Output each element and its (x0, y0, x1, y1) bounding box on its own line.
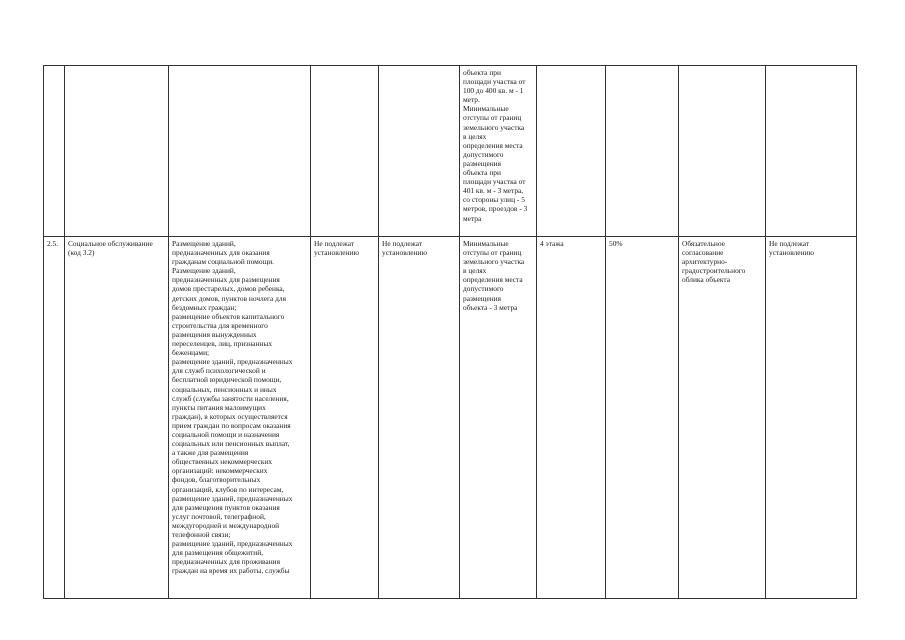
coverage-text: 50% (609, 239, 623, 248)
col10-text: Не подлежат установлению (769, 239, 815, 258)
cell-setbacks (460, 66, 537, 237)
cell-col4 (311, 237, 379, 599)
use-description-text: Размещение зданий, предназначенных для оказания гражданам социальной помощи. Размещение зданий, предназначенных для размещения домов престарелых, домов ребенка, детских домов, пунктов ночлега для бездомных граждан; размещение объектов капитального строительства для временного размещения вынужденных переселенцев, лиц, признанных беженцами; размещение зданий, предназначенных для служб психологической и бесплатной юридической помощи, социальных, пенсионных и иных служб (службы занятости населения, пункты питания малоимущих граждан), в которых осуществляется прием граждан по вопросам оказания социальной помощи и назначения социальных или пенсионных выплат, а также для размещения общественных некоммерческих организаций: некоммерческих фондов, благотворительных организаций, клубов по интересам, размещение зданий, предназначенных для размещения пунктов оказания услуг почтовой, телеграфной, междугородней и международной телефонной связи; размещение зданий, предназначенных для размещения общежитий, предназначенных для проживания граждан на время их работы, службы (172, 239, 293, 576)
use-name-text: Социальное обслуживание (код 3.2) (68, 239, 153, 258)
conditions-text: Обязательное согласование архитектурно- градостроительного облика объекта (682, 239, 746, 285)
cell-col5 (379, 66, 460, 237)
cell-number (44, 237, 65, 599)
cell-use-name (65, 66, 169, 237)
setbacks-text: Минимальные отступы от границ земельного участка в целях определения места допустимого размещения объекта - 3 метра (463, 239, 525, 312)
cell-coverage (606, 237, 679, 599)
cell-col10 (766, 66, 857, 237)
cell-col4 (311, 66, 379, 237)
land-use-regulations-table (43, 65, 857, 599)
cell-use-description (169, 237, 311, 599)
cell-conditions (679, 66, 766, 237)
cell-use-description (169, 66, 311, 237)
cell-col5 (379, 237, 460, 599)
cell-floors (537, 237, 606, 599)
col4-text: Не подлежат установлению (314, 239, 360, 258)
cell-coverage (606, 66, 679, 237)
cell-conditions (679, 237, 766, 599)
setbacks-text: объекта при площади участка от 100 до 400 кв. м - 1 метр. Минимальные отступы от границ земельного участка в целях определения места допустимого размещения объекта при площади участка от 401 кв. м - 3 метра, со стороны улиц - 5 метров, проездов - 3 метра (463, 68, 528, 223)
table-row-continued (44, 66, 857, 237)
cell-use-name (65, 237, 169, 599)
col5-text: Не подлежат установлению (382, 239, 428, 258)
cell-col10 (766, 237, 857, 599)
floors-text: 4 этажа (540, 239, 564, 248)
row-number: 2.5. (47, 239, 59, 248)
cell-setbacks (460, 237, 537, 599)
cell-floors (537, 66, 606, 237)
cell-number (44, 66, 65, 237)
table-row-social-services (44, 237, 857, 599)
